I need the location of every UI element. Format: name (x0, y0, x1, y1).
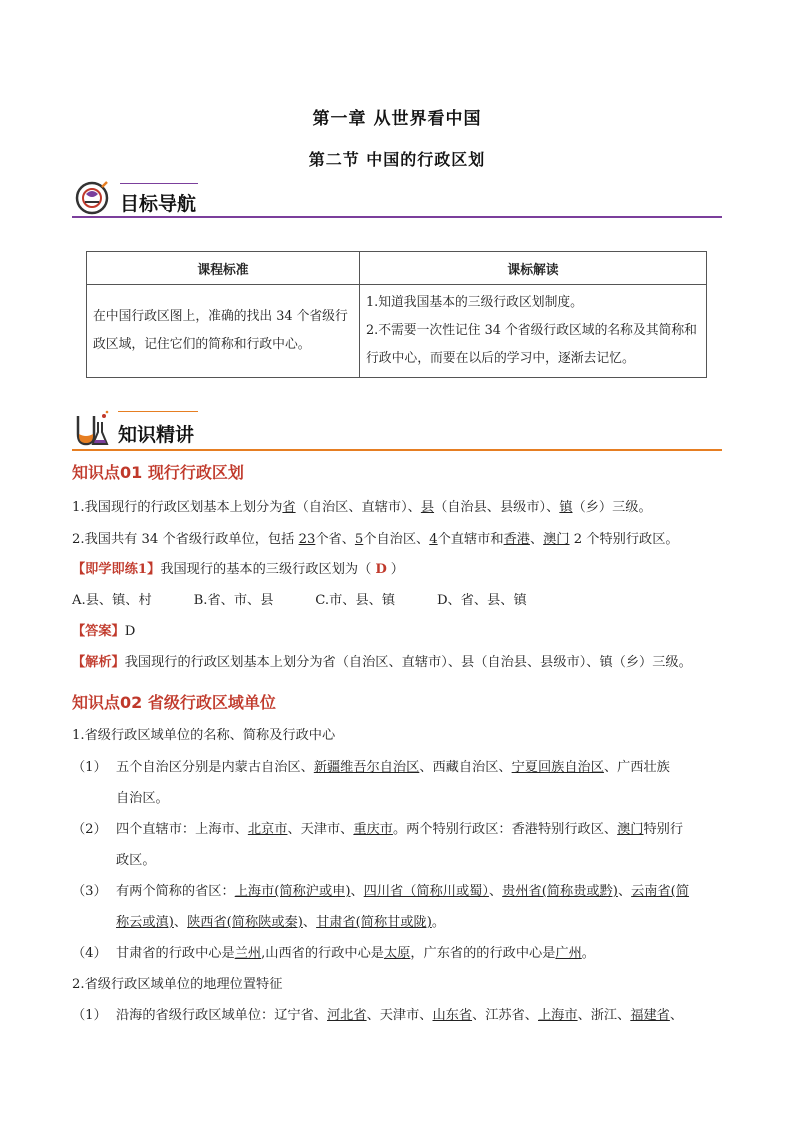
text: ，广东省的的行政中心是 (410, 946, 556, 961)
underlined-term: 云南省(简 (631, 884, 690, 899)
item-number: （3） (72, 884, 107, 899)
explanation-text: 我国现行的行政区划基本上划分为省（自治区、直辖市）、县（自治县、县级市）、镇（乡）三级。 (124, 655, 692, 670)
kp2-item-1 (72, 757, 670, 779)
knowledge-banner-rule (72, 449, 722, 451)
text: ,山西省的行政中心是 (261, 946, 384, 961)
underlined-term: 镇 (559, 500, 573, 515)
underlined-term: 4 (429, 532, 438, 547)
text: 有两个简称的省区： (116, 884, 235, 899)
text: 五个自治区分别是内蒙古自治区、 (116, 760, 314, 775)
explanation-tag: 【解析】 (72, 655, 125, 670)
banner-top-rule (120, 183, 198, 184)
text: 、天津市、 (287, 822, 354, 837)
table-header-standard: 课程标准 (87, 252, 360, 285)
chapter-title: 第一章 从世界看中国 (312, 109, 482, 129)
knowledge-banner-title: 知识精讲 (118, 424, 195, 446)
text: 、天津市、 (366, 1008, 433, 1023)
underlined-term: 称云或滇) (116, 915, 174, 930)
underlined-term: 兰州 (234, 946, 262, 961)
underlined-term: 重庆市 (353, 822, 393, 837)
underlined-term: 贵州省(简称贵或黔) (502, 884, 618, 899)
kp2-item-3 (72, 881, 689, 903)
underlined-term: 北京市 (247, 822, 288, 837)
text: 。 (431, 915, 446, 930)
interpretation-cell (360, 285, 707, 378)
underlined-term: 四川省（简称川或蜀） (363, 884, 489, 899)
kp2-item-3-cont (116, 912, 445, 934)
text: （自治县、县级市）、 (434, 500, 560, 515)
text: 1.我国现行的行政区划基本上划分为 (72, 500, 283, 515)
underlined-term: 甘肃省(简称甘或陇) (316, 915, 432, 930)
text: 特别行 (643, 822, 684, 837)
text: （乡）三级。 (572, 500, 652, 515)
kp2-item-2 (72, 819, 683, 841)
underlined-term: 县 (420, 500, 435, 515)
text: 、 (529, 532, 544, 547)
lab-flask-icon (70, 408, 112, 450)
underlined-term: 5 (354, 532, 364, 547)
kp2-item-5 (72, 1005, 683, 1027)
text: 、浙江、 (577, 1008, 631, 1023)
section-title: 第二节 中国的行政区划 (308, 150, 486, 169)
kp2-title: 知识点02 省级行政区域单位 (72, 693, 276, 712)
underlined-term: 广州 (555, 946, 582, 961)
standard-cell: 在中国行政区图上，准确的找出 34 个省级行政区域，记住它们的简称和行政中心。 (87, 285, 360, 378)
answer-tag: 【答案】 (72, 624, 125, 639)
underlined-term: 太原 (383, 946, 411, 961)
item-number: （1） (72, 1008, 107, 1023)
underlined-term: 宁夏回族自治区 (511, 760, 604, 775)
text: 、 (669, 1008, 684, 1023)
text: 、 (488, 884, 503, 899)
text: 、 (302, 915, 317, 930)
kp2-item-2-cont: 政区。 (116, 853, 156, 868)
table-header-interpretation: 课标解读 (360, 252, 707, 285)
underlined-term: 香港 (503, 532, 530, 547)
interpretation-line-2: 2.不需要一次性记住 34 个省级行政区域的名称及其简称和行政中心，而要在以后的学习中，逐渐去记忆。 (366, 323, 697, 366)
answer-value: D (124, 624, 136, 639)
text: 、西藏自治区、 (419, 760, 512, 775)
goals-banner-title: 目标导航 (120, 193, 197, 215)
kp2-item-1-cont: 自治区。 (116, 791, 169, 806)
exercise-question (72, 559, 404, 581)
text: ） (390, 562, 404, 577)
underlined-term: 澳门 (543, 532, 570, 547)
text: 沿海的省级行政区域单位：辽宁省、 (116, 1008, 327, 1023)
text: 个自治区、 (363, 532, 430, 547)
text: 四个直辖市：上海市、 (116, 822, 248, 837)
text: 个直辖市和 (437, 532, 504, 547)
text: 2 个特别行政区。 (569, 532, 679, 547)
exercise-options: A.县、镇、村 B.省、市、县 C.市、县、镇 D、省、县、镇 (72, 593, 527, 608)
text: （自治区、直辖市）、 (295, 500, 421, 515)
kp2-item-4 (72, 943, 595, 965)
text: 、江苏省、 (472, 1008, 538, 1023)
explanation-line (72, 652, 692, 674)
answer-line (72, 621, 135, 643)
text: 甘肃省的行政中心是 (116, 946, 235, 961)
banner-top-rule (118, 411, 198, 412)
interpretation-line-1: 1.知道我国基本的三级行政区划制度。 (366, 295, 583, 310)
text: 。 (581, 946, 595, 961)
underlined-term: 上海市(简称沪或申) (234, 884, 351, 899)
underlined-term: 福建省 (630, 1008, 670, 1023)
underlined-term: 上海市 (538, 1008, 578, 1023)
text: 、 (173, 915, 188, 930)
text: 个省、 (315, 532, 355, 547)
text: 2.我国共有 34 个省级行政单位，包括 (72, 532, 299, 547)
item-number: （1） (72, 760, 107, 775)
text: 、 (617, 884, 632, 899)
item-number: （4） (72, 946, 107, 961)
kp1-line-1 (72, 497, 652, 519)
item-number: （2） (72, 822, 107, 837)
underlined-term: 23 (298, 532, 316, 547)
underlined-term: 河北省 (327, 1008, 367, 1023)
text: 我国现行的基本的三级行政区划为（ (160, 562, 372, 577)
underlined-term: 省 (282, 500, 296, 515)
exercise-answer: D (375, 562, 387, 577)
kp1-line-2 (72, 529, 679, 551)
kp1-title: 知识点01 现行行政区划 (72, 463, 244, 482)
underlined-term: 澳门 (617, 822, 644, 837)
underlined-term: 陕西省(简称陕或秦) (187, 915, 303, 930)
standards-table (86, 251, 707, 378)
brain-target-icon (72, 178, 112, 218)
kp2-subheading-2: 2.省级行政区域单位的地理位置特征 (72, 977, 283, 992)
text: 、广西壮族 (603, 760, 670, 775)
text: 、 (350, 884, 364, 899)
underlined-term: 新疆维吾尔自治区 (313, 760, 420, 775)
goals-banner-rule (72, 216, 722, 218)
kp2-subheading-1: 1.省级行政区域单位的名称、简称及行政中心 (72, 728, 336, 743)
exercise-tag: 【即学即练1】 (72, 562, 161, 577)
underlined-term: 山东省 (432, 1008, 473, 1023)
text: 。两个特别行政区：香港特别行政区、 (392, 822, 618, 837)
